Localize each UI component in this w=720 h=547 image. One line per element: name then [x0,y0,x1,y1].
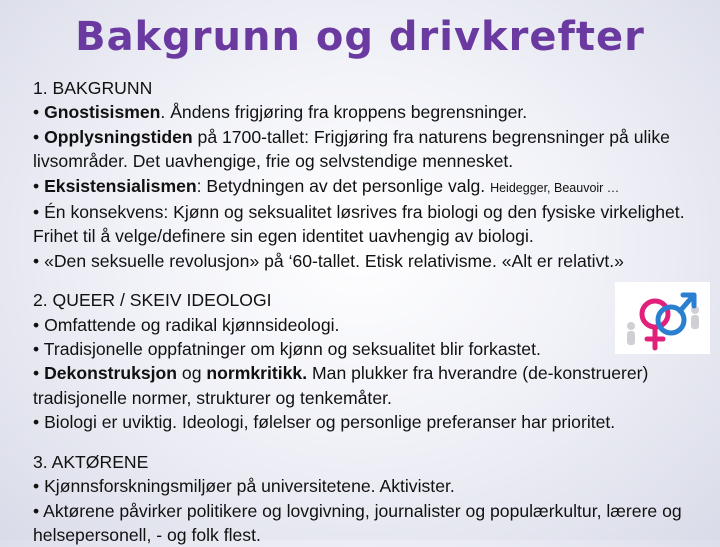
section-aktorene [33,450,713,547]
bullet-small-note: Heidegger, Beauvoir … [490,181,619,195]
section-queer-ideologi [33,288,713,434]
bullet-bold-term: Opplysningstiden [44,127,193,147]
section-bakgrunn [33,76,713,273]
bullet-text: på 1700-tallet: Frigjøring fra naturens begrensninger på ulike livsområder. Det uavhengige, frie og selvstendige mennesket. [33,127,670,171]
bullet-text: Én konsekvens: Kjønn og seksualitet løsrives fra biologi og den fysiske virkelighet. Frihet til å velge/definere sin egen identitet uavhengig av biologi. [33,202,685,246]
bullet-marker: • [33,412,39,432]
bullet-text: Aktørene påvirker politikere og lovgivning, journalister og populærkultur, lærere og helsepersonell, - og folk flest. [33,501,682,545]
bullet-marker: • [33,102,39,122]
bullet-marker: • [33,339,39,359]
slide-title: Bakgrunn og drivkrefter [0,14,720,60]
bullet-item [33,200,713,249]
bullet-text: Man plukker fra hverandre (de-konstruerer) tradisjonelle normer, strukturer og tenkemåter. [33,363,648,407]
bullet-text: . Åndens frigjøring fra kroppens begrensninger. [160,102,527,122]
section-heading: 2. QUEER / SKEIV IDEOLOGI [33,288,713,312]
bullet-marker: • [33,476,39,496]
bullet-item [33,337,713,361]
bullet-bold-term: Eksistensialismen [44,176,197,196]
gender-symbols-icon [615,282,710,354]
male-symbol-icon [658,295,694,333]
section-heading: 1. BAKGRUNN [33,76,713,100]
bullet-text: Biologi er uviktig. Ideologi, følelser og personlige preferanser har prioritet. [44,412,615,432]
bullet-text: : Betydningen av det personlige valg. [197,176,490,196]
gender-symbols-illustration [615,282,710,354]
bullet-marker: • [33,176,39,196]
bullet-text-connector: og [177,363,206,383]
bullet-marker: • [33,315,39,335]
bullet-bold-term-2: normkritikk. [206,363,307,383]
bullet-item [33,249,713,273]
bullet-item [33,313,713,337]
bullet-item [33,361,713,410]
slide-content [33,76,713,547]
bullet-text: Kjønnsforskningsmiljøer på universitetene. Aktivister. [44,476,455,496]
bullet-marker: • [33,363,39,383]
bullet-bold-term: Dekonstruksjon [44,363,177,383]
bullet-marker: • [33,501,39,521]
bullet-bold-term: Gnostisismen [44,102,160,122]
bullet-item [33,410,713,434]
bullet-marker: • [33,202,39,222]
bullet-text: «Den seksuelle revolusjon» på ‘60-tallet. Etisk relativisme. «Alt er relativt.» [44,251,624,271]
bullet-text: Omfattende og radikal kjønnsideologi. [44,315,339,335]
bullet-item [33,125,713,174]
bullet-item [33,174,713,200]
section-heading: 3. AKTØRENE [33,450,713,474]
bullet-item [33,474,713,498]
bullet-marker: • [33,251,39,271]
bullet-item [33,100,713,124]
bullet-marker: • [33,127,39,147]
bullet-text: Tradisjonelle oppfatninger om kjønn og seksualitet blir forkastet. [44,339,541,359]
